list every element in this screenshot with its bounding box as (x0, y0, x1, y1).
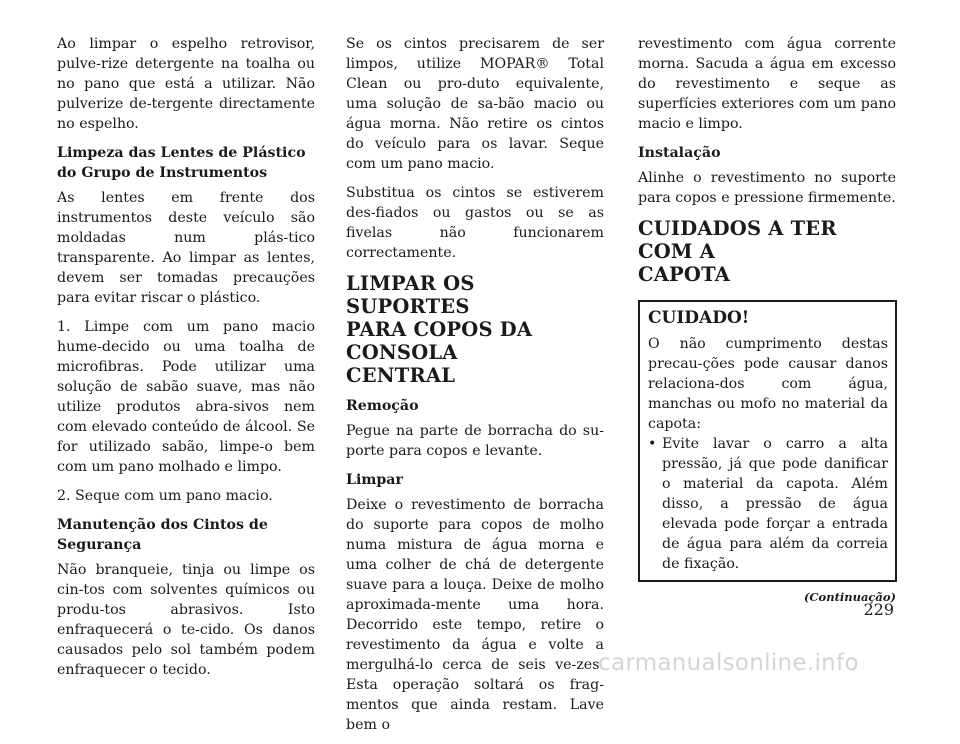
column-middle (346, 34, 604, 744)
caution-list (648, 434, 888, 574)
caution-text: O não cumprimento destas precau-ções pode causar danos relaciona-dos com água, manchas ou mofo no material da capota: (648, 336, 888, 432)
page-number: 229 (863, 600, 894, 619)
column-right (638, 34, 896, 604)
caution-bullet: • Evite lavar o carro a alta pressão, já que pode danificar o material da capota. Além disso, a pressão de água elevada pode forçar a entrada de água para além da correia de fixação. (648, 434, 888, 574)
paragraph-rinse: revestimento com água corrente morna. Sacuda a água em excesso do revestimento e seque as superfícies exteriores com um pano macio e limpo. (638, 36, 896, 132)
subheading-clean: Limpar (346, 472, 403, 488)
paragraph-clean: Deixe o revestimento de borracha do suporte para copos de molho numa mistura de água morna e uma colher de chá de detergente suave para a louça. Deixe de molho aproximada-mente uma hora. Decorrido este tempo, retire o revestimento da água e volte a mergulhá-lo cerca de seis ve-zes. Esta operação soltará os frag-mentos que ainda restam. Lave bem o (346, 497, 604, 733)
caution-title: CUIDADO! (648, 308, 750, 328)
paragraph-step-2: 2. Seque com um pano macio. (57, 488, 273, 504)
section-heading-cupholders: LIMPAR OS SUPORTES PARA COPOS DA CONSOLA CENTRAL (346, 272, 533, 387)
caution-box (638, 300, 897, 582)
paragraph-seatbelt-cleaning: Se os cintos precisarem de ser limpos, utilize MOPAR® Total Clean ou pro-duto equivalente, uma solução de sa-bão macio ou água morna. Não retire os cintos do veículo para os lavar. Seque com um pano macio. (346, 36, 604, 172)
subheading-seatbelt-maintenance: Manutenção dos Cintos de Segurança (57, 517, 268, 553)
paragraph-mirror-cleaning: Ao limpar o espelho retrovisor, pulve-rize detergente na toalha ou no pano que está a utilizar. Não pulverize de-tergente directamente no espelho. (57, 36, 315, 132)
subheading-removal: Remoção (346, 398, 419, 414)
paragraph-step-1: 1. Limpe com um pano macio hume-decido ou uma toalha de microfibras. Pode utilizar uma solução de sabão suave, mas não utilize produtos abra-sivos nem com elevado conteúdo de álcool. Se for utilizado sabão, limpe-o bem com um pano molhado e limpo. (57, 319, 315, 475)
paragraph-lens-intro: As lentes em frente dos instrumentos deste veículo são moldadas num plás-tico transparente. Ao limpar as lentes, devem ser tomadas precauções para evitar riscar o plástico. (57, 190, 315, 306)
subheading-installation: Instalação (638, 145, 721, 161)
subheading-instrument-lenses: Limpeza das Lentes de Plástico do Grupo de Instrumentos (57, 145, 306, 181)
column-left (57, 34, 315, 689)
paragraph-seatbelt-warning: Não branqueie, tinja ou limpe os cin-tos com solventes químicos ou produ-tos abrasivos. Isto enfraquecerá o te-cido. Os danos causados pelo sol também podem enfraquecer o tecido. (57, 562, 315, 678)
paragraph-removal: Pegue na parte de borracha do su-porte para copos e levante. (346, 423, 604, 459)
watermark: carmanualsonline.info (598, 650, 859, 676)
continued-note: (Continuação) (803, 590, 896, 604)
section-heading-soft-top-care: CUIDADOS A TER COM A CAPOTA (638, 217, 837, 286)
paragraph-installation: Alinhe o revestimento no suporte para copos e pressione firmemente. (638, 170, 896, 206)
paragraph-seatbelt-replace: Substitua os cintos se estiverem des-fiados ou gastos ou se as fivelas não funcionarem correctamente. (346, 185, 604, 261)
